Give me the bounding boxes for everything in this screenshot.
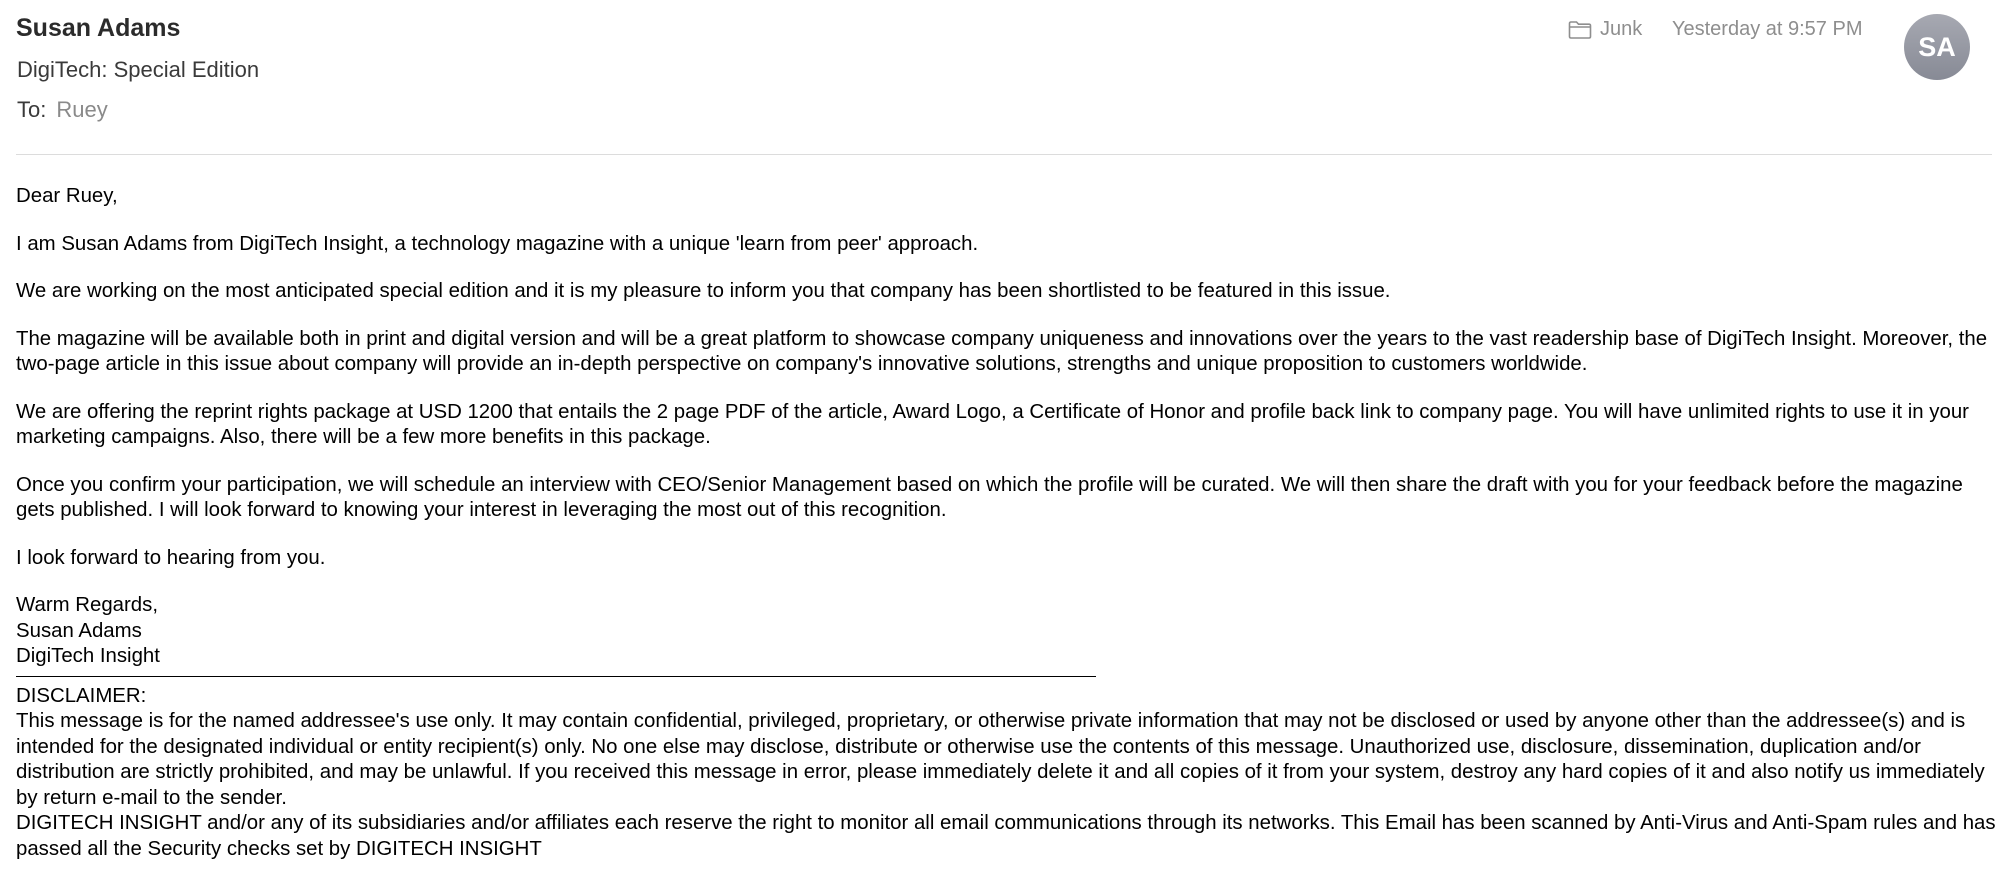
recipient-name[interactable]: Ruey (56, 97, 108, 122)
disclaimer-title: DISCLAIMER: (16, 684, 147, 707)
signature (16, 593, 1996, 670)
disclaimer-text: This message is for the named addressee's use only. It may contain confidential, privileged, proprietary, or otherwise private information that may not be disclosed or used by anyone other than the addressee(s) and is intended for the designated individual or entity recipient(s) only. No one else may disclose, distribute or otherwise use the contents of this message. Unauthorized use, disclosure, dissemination, duplication and/or distribution are strictly prohibited, and may be unlawful. If you received this message in error, please immediately delete it and all copies of it from your system, destroy any hard copies of it and also notify us immediately by return e-mail to the sender. (16, 710, 1985, 809)
signature-company: DigiTech Insight (16, 645, 160, 667)
body-paragraph: The magazine will be available both in print and digital version and will be a great platform to showcase company uniqueness and innovations over the years to the vast readership base of DigiTech Insight. Moreover, the two-page article in this issue about company will provide an in-depth perspective on company's innovative solutions, strengths and unique proposition to customers worldwide. (16, 327, 1988, 375)
body-paragraph: I look forward to hearing from you. (16, 546, 326, 569)
signature-name: Susan Adams (16, 619, 142, 642)
message-timestamp: Yesterday at 9:57 PM (1672, 18, 1863, 40)
greeting: Dear Ruey, (16, 185, 118, 207)
body-paragraph: I am Susan Adams from DigiTech Insight, a technology magazine with a unique 'learn from peer' approach. (16, 232, 979, 255)
recipient-row (17, 97, 108, 123)
message-subject: DigiTech: Special Edition (17, 57, 260, 82)
disclaimer-text: DIGITECH INSIGHT and/or any of its subsidiaries and/or affiliates each reserve the right to monitor all email communications through its networks. This Email has been scanned by Anti-Virus and Anti-Spam rules and has passed all the Security checks set by DIGITECH INSIGHT (16, 812, 1996, 860)
folder-icon (1568, 20, 1592, 40)
disclaimer (16, 684, 1996, 863)
mailbox-folder[interactable] (1568, 18, 1642, 41)
body-paragraph: Once you confirm your participation, we will schedule an interview with CEO/Senior Management based on which the profile will be curated. We will then share the draft with you for your feedback before the magazine gets published. I will look forward to knowing your interest in leveraging the most out of this recognition. (16, 473, 1963, 521)
body-paragraph: We are working on the most anticipated special edition and it is my pleasure to inform you that company has been shortlisted to be featured in this issue. (16, 280, 1391, 302)
to-label: To: (17, 97, 47, 122)
folder-label: Junk (1600, 18, 1643, 40)
body-paragraph: We are offering the reprint rights package at USD 1200 that entails the 2 page PDF of the article, Award Logo, a Certificate of Honor and profile back link to company page. You will have unlimited rights to use it in your marketing campaigns. Also, there will be a few more benefits in this package. (16, 400, 1969, 448)
signature-divider (16, 676, 1096, 677)
sender-name[interactable]: Susan Adams (16, 14, 181, 42)
message-body (16, 184, 1996, 862)
sender-avatar[interactable]: SA (1904, 14, 1970, 80)
signature-closing: Warm Regards, (16, 594, 159, 616)
